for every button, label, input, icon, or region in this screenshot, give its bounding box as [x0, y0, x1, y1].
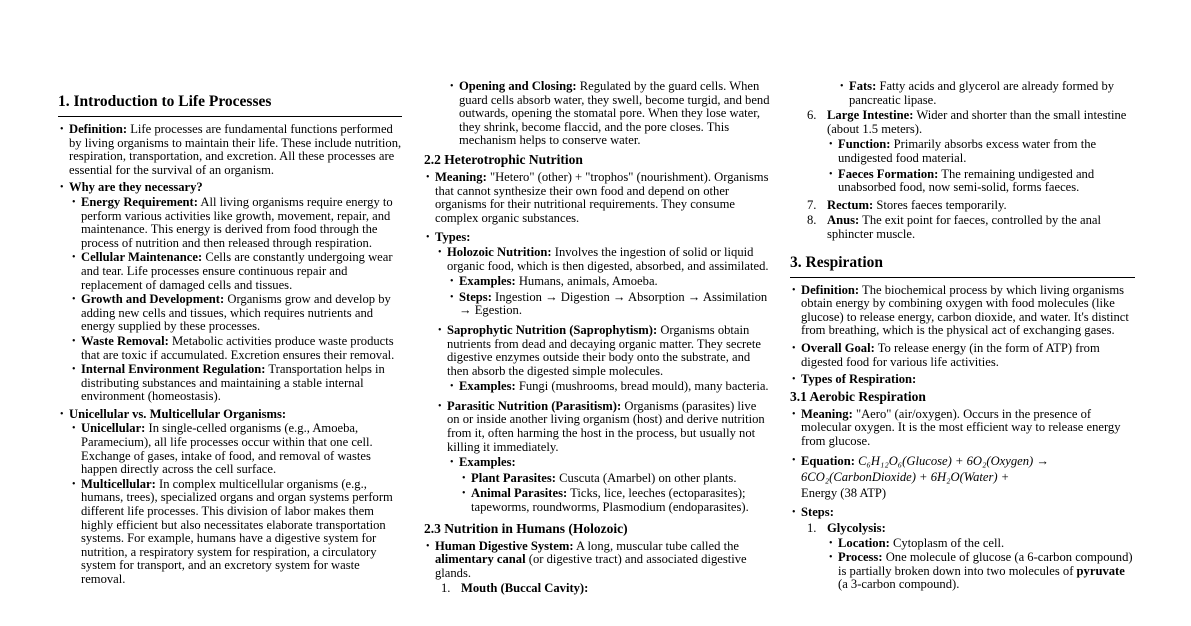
- section-title-respiration: 3. Respiration: [790, 254, 1135, 278]
- list-item-resp-definition: • Definition: The biochemical process by which living organisms obtain energy by combining oxygen with food molecules (like glucose) to release energy, carbon dioxide, and water. It's distinct from breathing, which is the physical act of exchanging gases.: [790, 284, 1135, 338]
- list-item-holozoic-examples: • Examples: Humans, animals, Amoeba.: [448, 275, 770, 289]
- subsection-heterotrophic: 2.2 Heterotrophic Nutrition: [424, 151, 583, 167]
- list-item-equation: • Equation: C₆H₁₂O₆(Glucose) + 6O₂(Oxygen) → 6CO₂(CarbonDioxide) + 6H₂O(Water) + Energy (38 ATP): [790, 453, 1135, 501]
- column-3: [790, 80, 1135, 593]
- list-item-aerobic-meaning: • Meaning: "Aero" (air/oxygen). Occurs in the presence of molecular oxygen. It is the most efficient way to release energy from glucose.: [790, 408, 1135, 449]
- list-item-opening-closing: • Opening and Closing: Regulated by the guard cells. When guard cells absorb water, they swell, become turgid, and bend outwards, opening the stomatal pore. When they lose water, they shrink, become flaccid, and the pore closes. This mechanism helps to conserve water.: [448, 80, 770, 148]
- subsection-aerobic: 3.1 Aerobic Respiration: [790, 388, 926, 404]
- list-item-unicellular: • Unicellular: In single-celled organisms (e.g., Amoeba, Paramecium), all life processes occur within that one cell. Exchange of gases, intake of food, and removal of wastes happen directly across the cell surface.: [70, 422, 402, 476]
- column-2: [424, 80, 770, 600]
- list-item-large-intestine: 6. Large Intestine: Wider and shorter than the small intestine (about 1.5 meters).: [807, 108, 1127, 136]
- list-item-growth: • Growth and Development: Organisms grow and develop by adding new cells and tissues, which requires nutrients and energy supplied by these processes.: [70, 293, 402, 334]
- list-item-function: • Function: Primarily absorbs excess water from the undigested food material.: [827, 138, 1135, 165]
- list-item-cellular: • Cellular Maintenance: Cells are constantly undergoing wear and tear. Life processes ensure continuous repair and replacement of damaged cells and tissues.: [70, 251, 402, 292]
- list-item-saprophytic-examples: • Examples: Fungi (mushrooms, bread mould), many bacteria.: [448, 380, 770, 394]
- list-item-glycolysis: 1. Glycolysis:: [807, 521, 886, 536]
- list-item-plant-parasites: • Plant Parasites: Cuscuta (Amarbel) on other plants.: [460, 472, 770, 486]
- section-title-life-processes: 1. Introduction to Life Processes: [58, 93, 402, 117]
- list-item-internal: • Internal Environment Regulation: Transportation helps in distributing substances and maintaining a stable internal environment (homeostasis).: [70, 363, 402, 404]
- list-item-rectum: 7. Rectum: Stores faeces temporarily.: [807, 197, 1007, 212]
- list-item-fats: • Fats: Fatty acids and glycerol are already formed by pancreatic lipase.: [838, 80, 1135, 107]
- list-item-overall-goal: • Overall Goal: To release energy (in the form of ATP) from digested food for various life activities.: [790, 342, 1135, 369]
- list-item-types-respiration: • Types of Respiration:: [790, 373, 1135, 387]
- list-item-parasitic-examples: • Examples:: [448, 456, 770, 470]
- list-item-holozoic: • Holozoic Nutrition: Involves the ingestion of solid or liquid organic food, which is then digested, absorbed, and assimilated.: [436, 246, 770, 273]
- list-item-unicellular-vs: • Unicellular vs. Multicellular Organisms:: [58, 408, 402, 422]
- list-item-human-digestive: • Human Digestive System: A long, muscular tube called the alimentary canal (or digestive tract) and associated digestive glands.: [424, 540, 770, 581]
- list-item-anus: 8. Anus: The exit point for faeces, controlled by the anal sphincter muscle.: [807, 213, 1101, 241]
- list-item-steps: • Steps:: [790, 506, 1135, 520]
- list-item-multicellular: • Multicellular: In complex multicellular organisms (e.g., humans, trees), specialized organs and organ systems perform different life processes. This division of labor makes them highly efficient but also necessitates elaborate transportation systems. For example, humans have a digestive system for nutrition, a respiratory system for respiration, a circulatory system for transport, and an excretory system for waste removal.: [70, 478, 402, 587]
- list-item-saprophytic: • Saprophytic Nutrition (Saprophytism): Organisms obtain nutrients from dead and decaying organic matter. They secrete digestive enzymes outside their body onto the substrate, and then absorb the digested simple molecules.: [436, 324, 770, 378]
- list-item-mouth: 1. Mouth (Buccal Cavity):: [441, 581, 589, 596]
- list-item-location: • Location: Cytoplasm of the cell.: [827, 537, 1135, 551]
- list-item-types: • Types:: [424, 231, 770, 245]
- subsection-nutrition-humans: 2.3 Nutrition in Humans (Holozoic): [424, 520, 628, 536]
- list-item-why: • Why are they necessary?: [58, 181, 402, 195]
- list-item-holozoic-steps: • Steps: Ingestion → Digestion → Absorption → Assimilation → Egestion.: [448, 291, 770, 318]
- list-item-animal-parasites: • Animal Parasites: Ticks, lice, leeches (ectoparasites); tapeworms, roundworms, Plasmodium (endoparasites).: [460, 487, 770, 514]
- list-item-waste: • Waste Removal: Metabolic activities produce waste products that are toxic if accumulated. Excretion ensures their removal.: [70, 335, 402, 362]
- list-item-energy: • Energy Requirement: All living organisms require energy to perform various activities like growth, movement, repair, and maintenance. This energy is derived from food through the process of nutrition and then released through respiration.: [70, 196, 402, 250]
- list-item-parasitic: • Parasitic Nutrition (Parasitism): Organisms (parasites) live on or inside another living organism (host) and derive nutrition from it, often harming the host in the process, but usually not killing it immediately.: [436, 400, 770, 454]
- list-item-faeces: • Faeces Formation: The remaining undigested and unabsorbed food, now semi-solid, forms faeces.: [827, 168, 1135, 195]
- list-item-process: • Process: One molecule of glucose (a 6-carbon compound) is partially broken down into two molecules of pyruvate (a 3-carbon compound).: [827, 551, 1135, 592]
- list-item-definition: • Definition: Life processes are fundamental functions performed by living organisms to maintain their life. These include nutrition, respiration, transportation, and excretion. All these processes are essential for the survival of an organism.: [58, 123, 402, 177]
- column-1: [58, 93, 402, 591]
- list-item-meaning: • Meaning: "Hetero" (other) + "trophos" (nourishment). Organisms that cannot synthesize their own food and depend on other organisms for their nutritional requirements. They consume complex organic substances.: [424, 171, 770, 225]
